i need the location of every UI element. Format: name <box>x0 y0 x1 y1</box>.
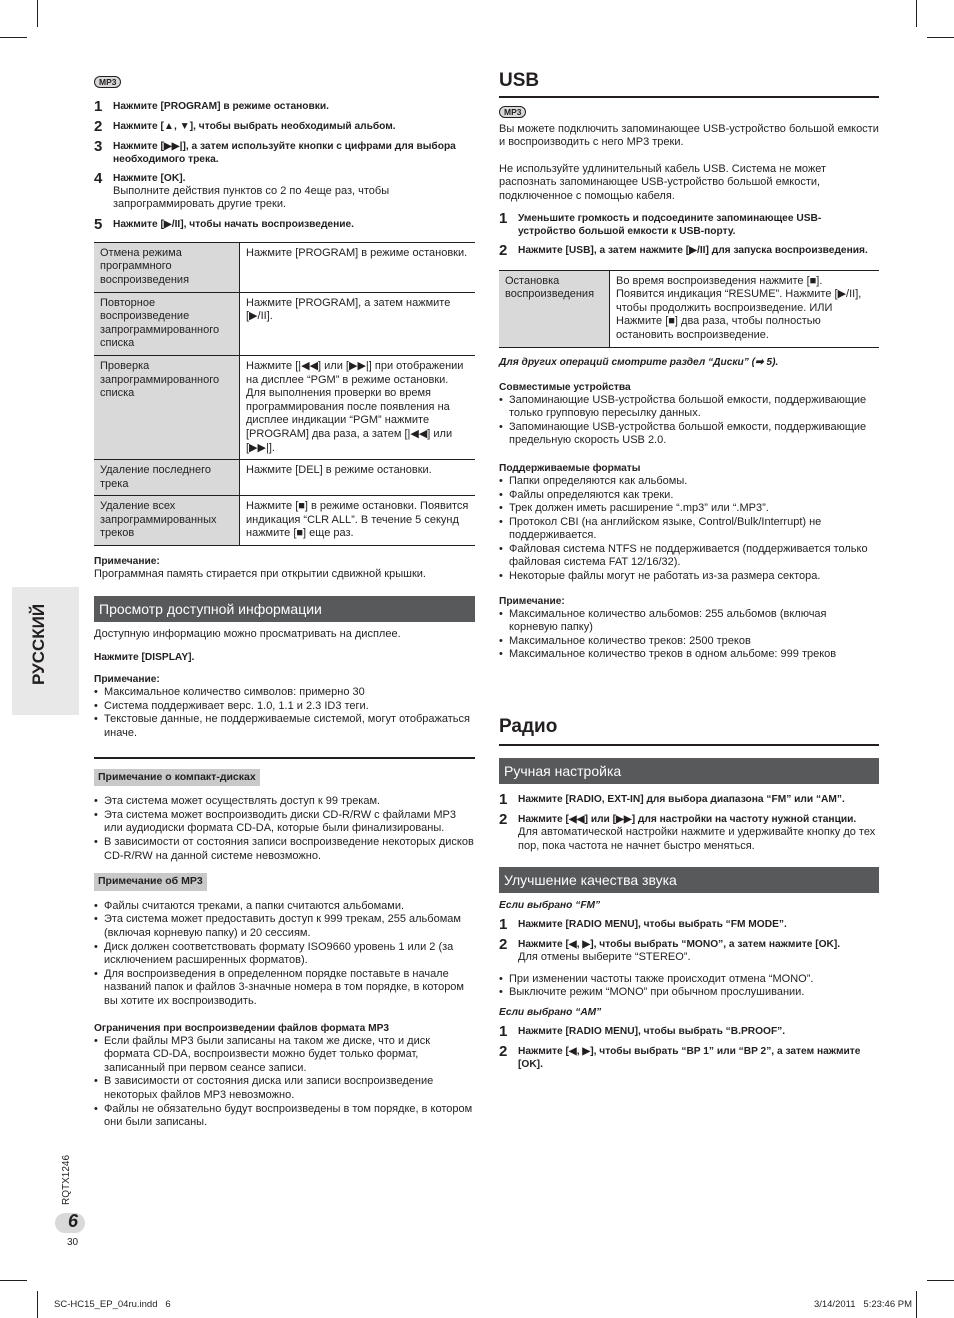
list-item: • Эта система может осуществлять доступ к 99 трекам. <box>94 795 475 809</box>
step-number: 5 <box>94 215 103 233</box>
cd-note-heading: Примечание о компакт-дисках <box>94 769 260 787</box>
step <box>94 215 475 233</box>
list-item: • Эта система может воспроизводить диски CD-R/RW с файлами MP3 или аудиодиски формата CD-DA, которые были финализированы. <box>94 809 475 836</box>
list-item: • Если файлы MP3 были записаны на таком же диске, что и диск формата CD-DA, воспроизвести можно будет только формат, записанный при первом сеансе записи. <box>94 1035 475 1076</box>
right-column <box>499 70 879 1077</box>
list-item: • В зависимости от состояния записи воспроизведение некоторых дисков CD-R/RW на данной системе невозможно. <box>94 836 475 863</box>
list-item: • В зависимости от состояния диска или записи воспроизведение некоторых файлов MP3 невозможно. <box>94 1075 475 1102</box>
table-cell-label: Удаление последнего трека <box>94 460 240 496</box>
list-item: • Файлы определяются как треки. <box>499 489 879 503</box>
section-bar-manual: Ручная настройка <box>499 758 879 784</box>
step-extra: Для отмены выберите “STEREO”. <box>518 951 691 964</box>
note-title: Примечание: <box>94 674 160 686</box>
usb-warning: Не используйте удлинительный кабель USB. Система не может распознать запоминающее USB-устройство большой емкости, подключенное с помощью кабеля. <box>499 162 827 202</box>
program-table <box>94 242 475 546</box>
crop-mark <box>916 0 917 27</box>
list-item: • Запоминающие USB-устройства большой емкости, поддерживающие предельную скорость USB 2.0. <box>499 421 879 448</box>
step-number: 1 <box>499 791 508 809</box>
list-item: • Текстовые данные, не поддерживаемые системой, могут отображаться иначе. <box>94 713 475 740</box>
usb-intro: Вы можете подключить запоминающее USB-устройство большой емкости и воспроизводить с него MP3 треки. <box>499 122 879 149</box>
step-text: Нажмите [▶/II], чтобы начать воспроизведение. <box>113 218 354 230</box>
step-text: Нажмите [RADIO MENU], чтобы выбрать “FM MODE”. <box>518 919 787 931</box>
step <box>499 793 879 807</box>
divider <box>94 757 475 759</box>
step <box>499 918 879 932</box>
step-number: 2 <box>499 936 508 954</box>
step-text: Нажмите [OK]. <box>113 172 186 184</box>
list-item: • Выключите режим “MONO” при обычном прослушивании. <box>499 986 879 1000</box>
step-text: Нажмите [PROGRAM] в режиме остановки. <box>113 100 329 112</box>
crop-mark <box>0 37 27 38</box>
table-cell-label: Проверка запрограммированного списка <box>94 355 240 459</box>
info-action: Нажмите [DISPLAY]. <box>94 652 195 664</box>
table-row <box>94 460 475 496</box>
radio-heading: Радио <box>499 716 879 746</box>
step <box>94 117 475 135</box>
table-row <box>94 496 475 546</box>
step <box>94 97 475 115</box>
step-text: Нажмите [USB], а затем нажмите [▶/II] для запуска воспроизведения. <box>518 244 868 256</box>
step-number: 2 <box>499 1043 508 1060</box>
step-number: 2 <box>499 811 508 829</box>
table-cell-value: Нажмите [■] в режиме остановки. Появится индикация “CLR ALL”. В течение 5 секунд нажмите [■] еще раз. <box>240 496 476 546</box>
step-number: 2 <box>94 117 103 135</box>
crop-mark <box>927 37 954 38</box>
footer-date: 3/14/2011 5:23:46 PM <box>813 1299 912 1310</box>
step-number: 1 <box>499 209 508 227</box>
step-number: 1 <box>499 916 508 934</box>
step-number: 2 <box>499 241 508 259</box>
step-number: 1 <box>499 1023 508 1040</box>
mp3-note-heading: Примечание об MP3 <box>94 873 207 891</box>
step <box>94 137 475 166</box>
table-cell-value: Во время воспроизведения нажмите [■]. Появится индикация “RESUME”. Нажмите [▶/II], чтобы продолжить воспроизведение. ИЛИ Нажмите [■] два раза, чтобы полностью остановить воспроизведение. <box>610 270 880 347</box>
left-column <box>94 76 475 1130</box>
list-item: • Некоторые файлы могут не работать из-за размера сектора. <box>499 570 879 584</box>
list-item: • Максимальное количество символов: примерно 30 <box>94 686 475 700</box>
section-bar-sound: Улучшение качества звука <box>499 867 879 893</box>
step <box>499 813 879 853</box>
note-list <box>94 686 475 740</box>
page-number: 6 <box>68 1211 79 1231</box>
step-text: Нажмите [◀◀] или [▶▶] для настройки на частоту нужной станции. <box>518 814 857 826</box>
note-list <box>499 608 879 662</box>
step <box>499 1025 879 1039</box>
language-tab <box>12 587 79 715</box>
crop-mark <box>37 1291 38 1318</box>
step-number: 3 <box>94 137 103 155</box>
info-text: Доступную информацию можно просматривать на дисплее. <box>94 627 401 640</box>
step-extra: Выполните действия пунктов со 2 по 4еще раз, чтобы запрограммировать другие треки. <box>113 184 390 211</box>
language-label: РУССКИЙ <box>29 603 48 685</box>
mp3-badge: MP3 <box>94 76 121 88</box>
usb-heading: USB <box>499 70 879 98</box>
step <box>499 1045 879 1071</box>
step <box>499 938 879 965</box>
formats-title: Поддерживаемые форматы <box>499 462 641 474</box>
step <box>499 209 879 238</box>
step-text: Нажмите [RADIO MENU], чтобы выбрать “B.PROOF”. <box>518 1026 786 1037</box>
table-cell-label: Повторное воспроизведение запрограммированного списка <box>94 292 240 355</box>
list-item: • Файлы не обязательно будут воспроизведены в том порядке, в котором они были записаны. <box>94 1103 475 1130</box>
step <box>94 169 475 212</box>
footer-file: SC-HC15_EP_04ru.indd 6 <box>54 1299 171 1310</box>
section-bar-info: Просмотр доступной информации <box>94 596 475 622</box>
step-number: 1 <box>94 97 103 115</box>
list-item: • Трек должен иметь расширение “.mp3” или “.MP3”. <box>499 502 879 516</box>
list-item: • Файлы считаются треками, а папки считаются альбомами. <box>94 900 475 914</box>
formats-list <box>499 475 879 584</box>
compat-list <box>499 394 879 448</box>
list-item: • Максимальное количество альбомов: 255 альбомов (включая корневую папку) <box>499 608 879 635</box>
list-item: • Папки определяются как альбомы. <box>499 475 879 489</box>
limits-list <box>94 1035 475 1130</box>
note-title: Примечание: <box>94 556 160 568</box>
table-cell-value: Нажмите [PROGRAM] в режиме остановки. <box>240 242 476 292</box>
step-text: Нажмите [RADIO, EXT-IN] для выбора диапазона “FM” или “AM”. <box>518 794 845 806</box>
table-cell-value: Нажмите [PROGRAM], а затем нажмите [▶/II]. <box>240 292 476 355</box>
table-cell-label: Остановка воспроизведения <box>499 270 610 347</box>
step-text: Нажмите [▶▶|], а затем используйте кнопки с цифрами для выбора необходимого трека. <box>113 140 456 165</box>
table-row <box>94 242 475 292</box>
note-title: Примечание: <box>499 595 565 607</box>
cd-note-list <box>94 795 475 863</box>
list-item: • Запоминающие USB-устройства большой емкости, поддерживающие только групповую пересылку данных. <box>499 394 879 421</box>
step-extra: Для автоматической настройки нажмите и удерживайте кнопку до тех пор, пока частота не начнет быстро меняться. <box>518 826 876 852</box>
other-ops-link[interactable]: Для других операций смотрите раздел “Диски” (➡ 5). <box>499 356 779 368</box>
crop-mark <box>916 1291 917 1318</box>
table-cell-value: Нажмите [|◀◀] или [▶▶|] при отображении на дисплее “PGM” в режиме остановки. Для выполнения проверки во время программирования после появления на дисплее индикации “PGM” нажмите [PROGRAM] два раза, а затем [|◀◀] или [▶▶|]. <box>240 355 476 459</box>
list-item: • Максимальное количество треков: 2500 треков <box>499 635 879 649</box>
list-item: • Максимальное количество треков в одном альбоме: 999 треков <box>499 648 879 662</box>
mp3-note-list <box>94 900 475 1009</box>
table-row <box>94 292 475 355</box>
list-item: • Диск должен соответствовать формату ISO9660 уровень 1 или 2 (за исключением расширенных форматов). <box>94 941 475 968</box>
am-label: Если выбрано “AM” <box>499 1007 602 1018</box>
crop-mark <box>927 1280 954 1281</box>
program-steps <box>94 97 475 233</box>
crop-mark <box>0 1280 27 1281</box>
list-item: • Файловая система NTFS не поддерживается (поддерживается только файловая система FAT 12/16/32). <box>499 543 879 570</box>
step-text: Уменьшите громкость и подсоедините запоминающее USB-устройство большой емкости к USB-порту. <box>518 212 822 237</box>
table-row <box>499 270 879 347</box>
step-text: Нажмите [◀, ▶], чтобы выбрать “BP 1” или “BP 2”, а затем нажмите [OK]. <box>518 1046 861 1070</box>
fm-list <box>499 973 879 1000</box>
step-number: 4 <box>94 169 103 187</box>
step-text: Нажмите [◀, ▶], чтобы выбрать “MONO”, а затем нажмите [OK]. <box>518 939 841 951</box>
table-cell-value: Нажмите [DEL] в режиме остановки. <box>240 460 476 496</box>
table-cell-label: Отмена режима программного воспроизведения <box>94 242 240 292</box>
step-text: Нажмите [▲, ▼], чтобы выбрать необходимый альбом. <box>113 120 396 132</box>
page-number-small: 30 <box>67 1237 79 1248</box>
crop-mark <box>37 0 38 27</box>
table-row <box>94 355 475 459</box>
compat-title: Совместимые устройства <box>499 381 631 393</box>
step <box>499 241 879 259</box>
fm-label: Если выбрано “FM” <box>499 900 601 912</box>
list-item: • Для воспроизведения в определенном порядке поставьте в начале названий папок и файлов 3-значные номера в том порядке, в котором вы хотите их воспроизводить. <box>94 968 475 1009</box>
usb-stop-table <box>499 270 879 348</box>
document-code: RQTX1246 <box>61 1154 72 1205</box>
list-item: • Протокол CBI (на английском языке, Control/Bulk/Interrupt) не поддерживается. <box>499 516 879 543</box>
table-cell-label: Удаление всех запрограммированных треков <box>94 496 240 546</box>
limits-title: Ограничения при воспроизведении файлов формата MP3 <box>94 1022 390 1034</box>
note-text: Программная память стирается при открытии сдвижной крышки. <box>94 568 426 581</box>
list-item: • При изменении частоты также происходит отмена “MONO”. <box>499 973 879 987</box>
mp3-badge: MP3 <box>499 106 526 118</box>
list-item: • Эта система может предоставить доступ к 999 трекам, 255 альбомам (включая корневую папку) и 20 сессиям. <box>94 913 475 940</box>
list-item: • Система поддерживает верс. 1.0, 1.1 и 2.3 ID3 теги. <box>94 700 475 714</box>
